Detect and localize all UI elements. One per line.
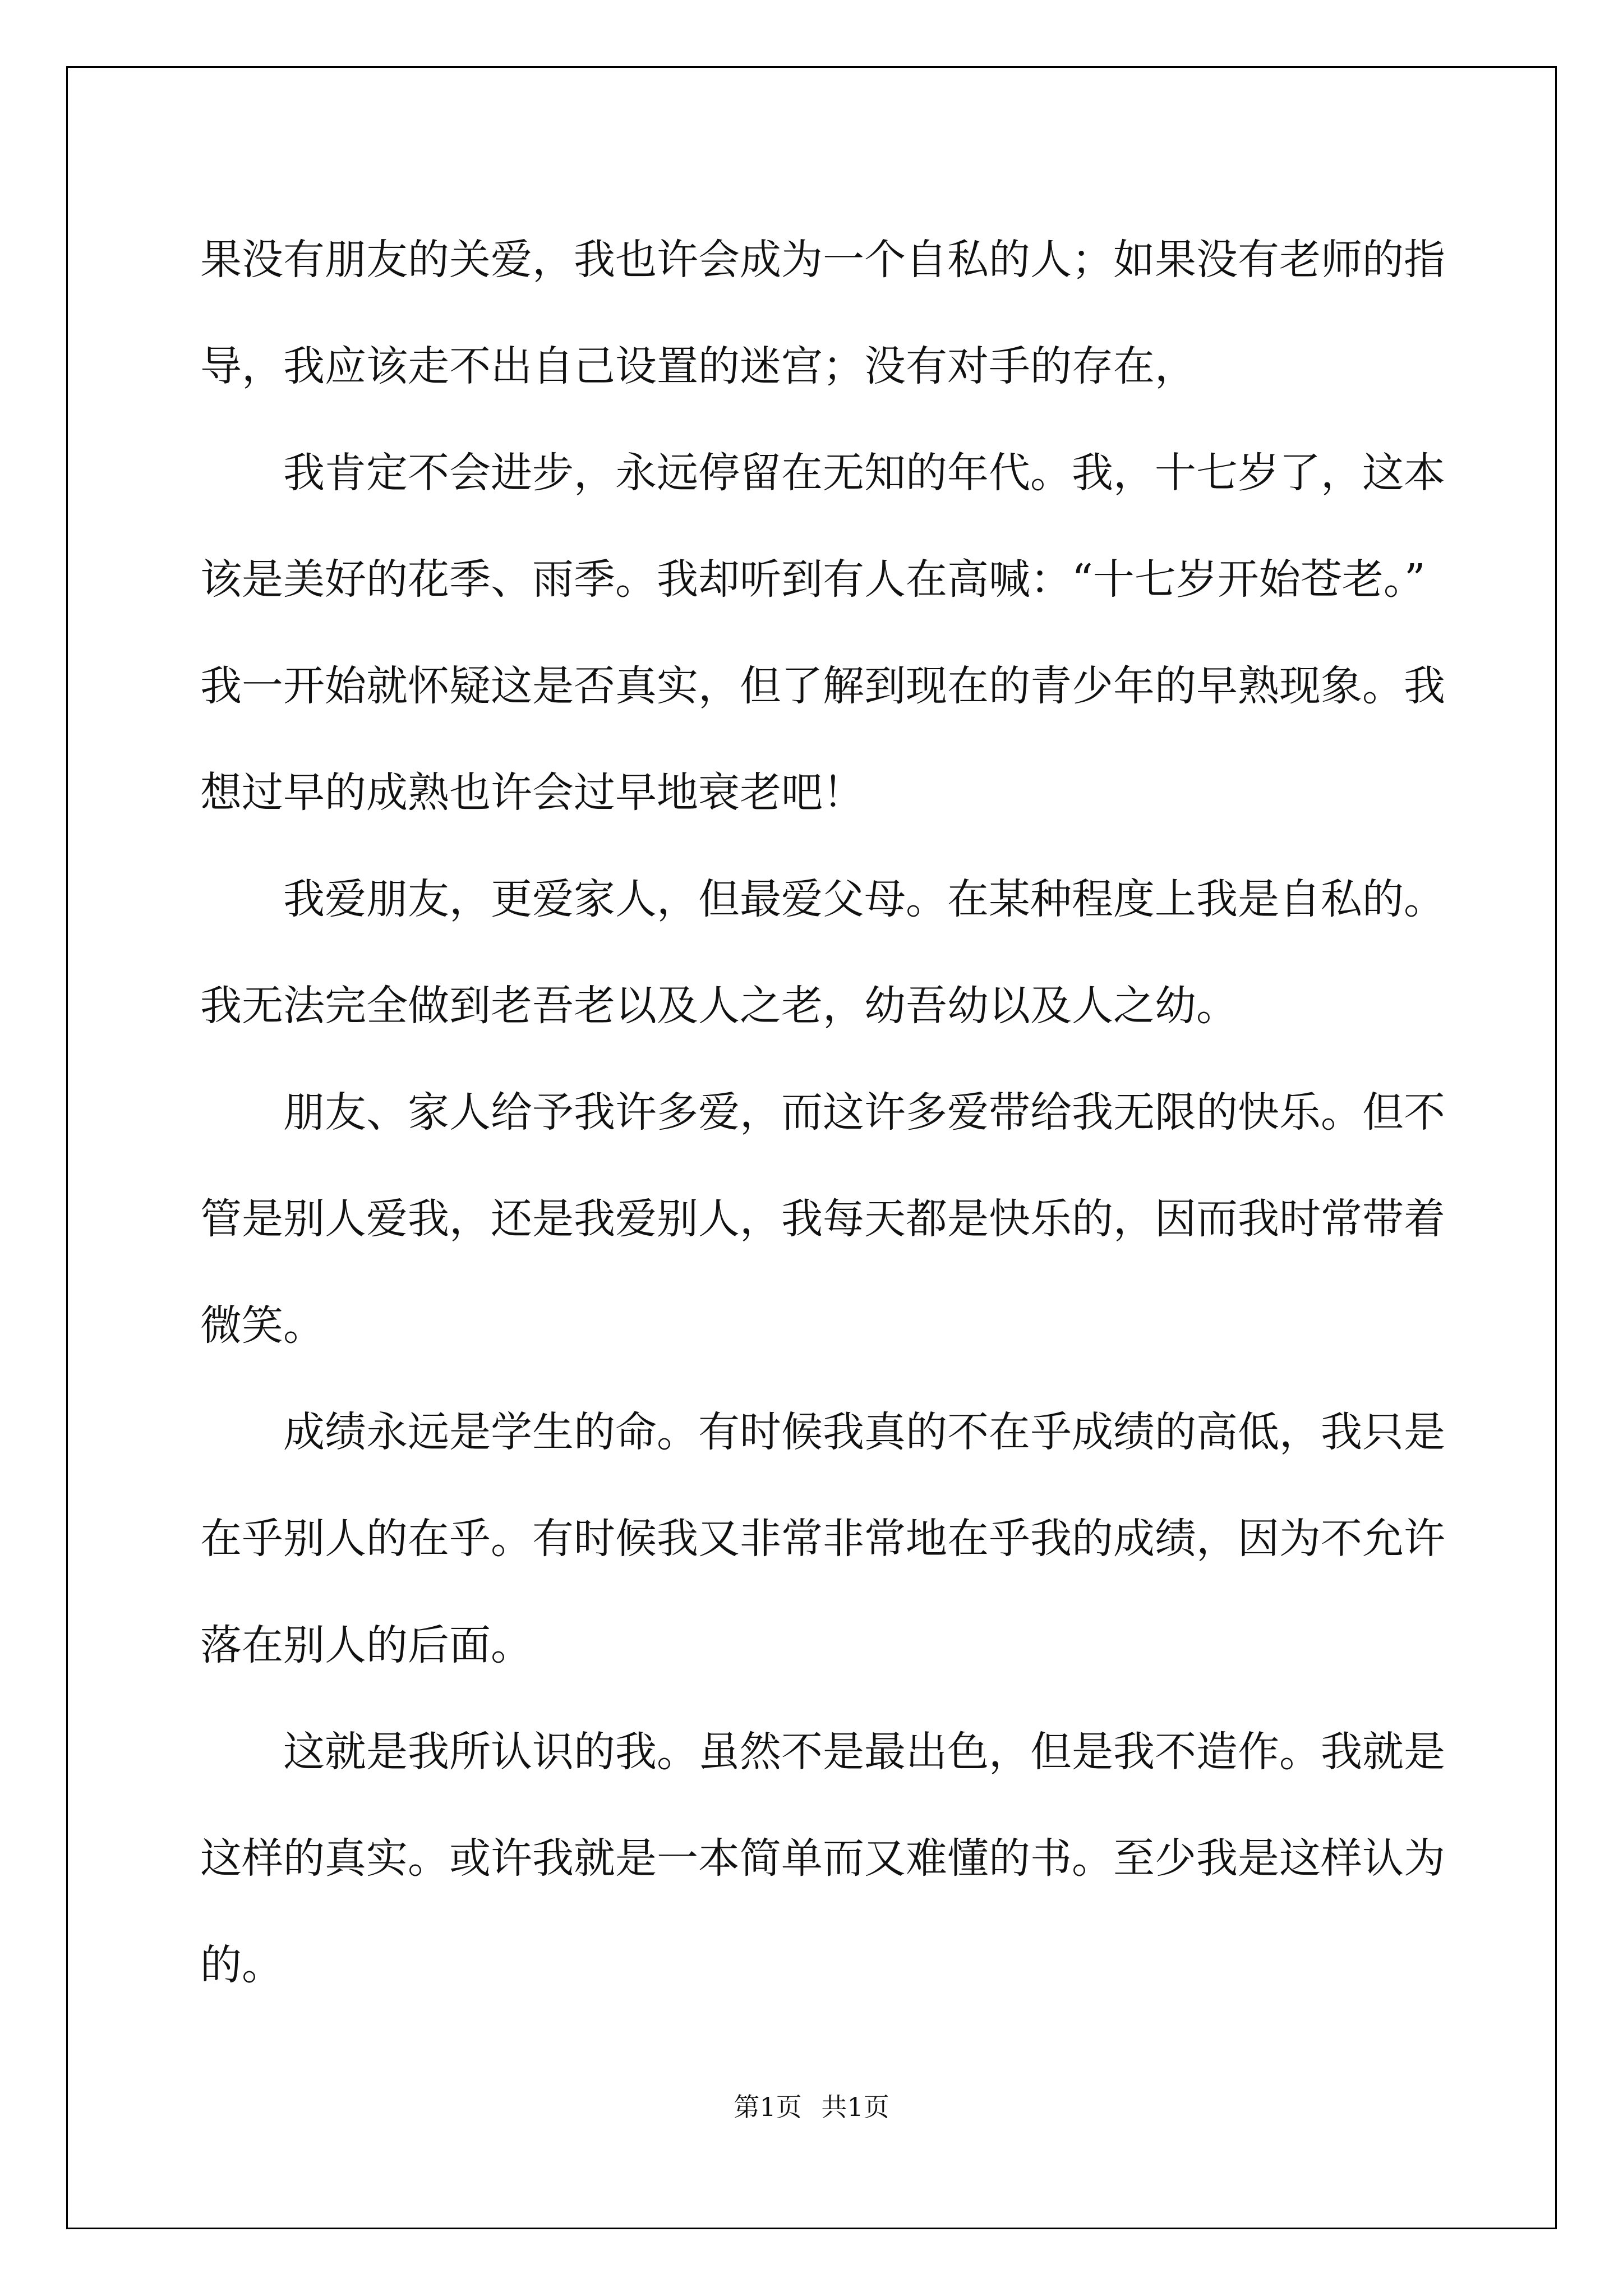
text-line: 我无法完全做到老吾老以及人之老，幼吾幼以及人之幼。	[200, 982, 1238, 1030]
page-total: 共1页	[821, 2092, 889, 2122]
text-line: 落在别人的后面。	[200, 1621, 532, 1669]
text-line: 想过早的成熟也许会过早地衰老吧！	[200, 769, 864, 817]
text-line: 我爱朋友，更爱家人，但最爱父母。在某种程度上我是自私的。	[283, 875, 1445, 923]
text-line: 这样的真实。或许我就是一本简单而又难懂的书。至少我是这样认为	[200, 1834, 1445, 1883]
text-line: 朋友、家人给予我许多爱，而这许多爱带给我无限的快乐。但不	[283, 1088, 1445, 1137]
text-line: 的。	[200, 1941, 283, 1989]
text-line: 我肯定不会进步，永远停留在无知的年代。我，十七岁了，这本	[283, 449, 1445, 497]
page-footer	[0, 2087, 1623, 2124]
text-line: 果没有朋友的关爱，我也许会成为一个自私的人；如果没有老师的指	[200, 236, 1445, 284]
text-line: 导，我应该走不出自己设置的迷宫；没有对手的存在，	[200, 342, 1196, 390]
page-number: 第1页	[734, 2092, 802, 2122]
text-line: 我一开始就怀疑这是否真实，但了解到现在的青少年的早熟现象。我	[200, 662, 1445, 710]
text-line: 该是美好的花季、雨季。我却听到有人在高喊：“十七岁开始苍老。”	[200, 555, 1426, 604]
text-line: 在乎别人的在乎。有时候我又非常非常地在乎我的成绩，因为不允许	[200, 1515, 1445, 1563]
text-line: 管是别人爱我，还是我爱别人，我每天都是快乐的，因而我时常带着	[200, 1195, 1445, 1243]
text-line: 成绩永远是学生的命。有时候我真的不在乎成绩的高低，我只是	[283, 1408, 1445, 1456]
text-line: 微笑。	[200, 1301, 325, 1350]
document-body	[200, 206, 1445, 2018]
text-line: 这就是我所认识的我。虽然不是最出色，但是我不造作。我就是	[283, 1728, 1445, 1776]
